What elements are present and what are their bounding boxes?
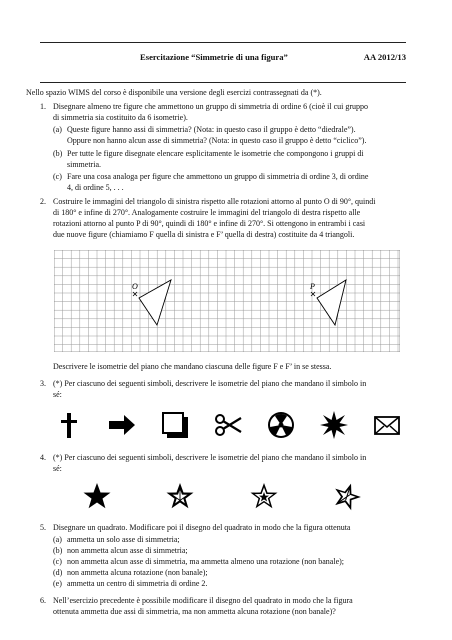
exercise-number: 4. xyxy=(40,453,46,462)
exercise-line: Disegnare almeno tre figure che ammettono un gruppo di simmetria di ordine 6 (cioè il cui gruppo xyxy=(53,102,369,111)
top-rule xyxy=(40,42,406,43)
envelope-icon xyxy=(372,410,402,440)
shadow-box-icon xyxy=(160,410,190,440)
subitem-label: (d) xyxy=(53,568,63,577)
subitem-line: Fare una cosa analoga per figure che ammettono un gruppo di simmetria di ordine 3, di ordine xyxy=(67,172,369,181)
subitem-label: (e) xyxy=(53,579,62,588)
subitem-line: ammetta un solo asse di simmetria; xyxy=(67,535,180,544)
exercise-3-symbols xyxy=(54,410,402,440)
academic-year: AA 2012/13 xyxy=(363,52,406,62)
subitem-line: simmetria. xyxy=(67,160,101,169)
exercise-2-question: Descrivere le isometrie del piano che mandano ciascuna delle figure F e F’ in se stessa. xyxy=(53,362,332,371)
header-rule xyxy=(40,82,406,83)
exercise-number: 1. xyxy=(40,102,46,111)
exercise-line: (*) Per ciascuno dei seguenti simboli, descrivere le isometrie del piano che mandano il simbolo in xyxy=(53,379,367,388)
subitem-label: (a) xyxy=(53,535,62,544)
exercise-line: rotazioni attorno al punto P di 90°, quindi di 180° e infine di 270°. Si ottengono in entrambi i casi xyxy=(53,219,366,228)
outlined-star-icon xyxy=(165,481,195,511)
exercise-line: ottenuta ammetta due assi di simmetria, ma non ammetta alcuna rotazione (non banale)? xyxy=(53,607,336,616)
exercise-5-subitem-c xyxy=(53,556,403,567)
cross-icon xyxy=(54,410,84,440)
exercise-line: sé: xyxy=(53,390,62,399)
subitem-label: (c) xyxy=(53,557,62,566)
subitem-line: non ammetta alcun asse di simmetria, ma ammetta almeno una rotazione (non banale); xyxy=(67,557,345,566)
tilted-star-icon xyxy=(332,481,362,511)
document-title: Esercitazione “Simmetrie di una figura” xyxy=(140,52,288,62)
star-burst-icon xyxy=(319,410,349,440)
exercise-5-subitem-d xyxy=(53,567,403,578)
grid-lines xyxy=(54,250,400,352)
arrow-right-icon xyxy=(107,410,137,440)
exercise-line: due nuove figure (chiamiamo F quella di sinistra e F’ quella di destra) costituite da 4 triangoli. xyxy=(53,230,355,239)
point-o-label: O xyxy=(132,282,138,291)
subitem-line: Per tutte le figure disegnate elencare esplicitamente le isometrie che compongono i gruppi di xyxy=(67,149,364,158)
filled-star-icon xyxy=(82,481,112,511)
double-star-icon xyxy=(249,481,279,511)
exercise-number: 2. xyxy=(40,197,46,206)
subitem-label: (b) xyxy=(53,546,63,555)
subitem-line: non ammetta alcun asse di simmetria; xyxy=(67,546,188,555)
intro-text: Nello spazio WIMS del corso è disponibile una versione degli esercizi contrassegnati da (*). xyxy=(26,88,322,97)
subitem-label: (b) xyxy=(53,149,63,158)
exercise-5-subitem-b xyxy=(53,545,403,556)
exercise-5-subitem-e xyxy=(53,578,403,589)
right-triangle xyxy=(317,280,346,325)
subitem-line: Queste figure hanno assi di simmetria? (Nota: in questo caso il gruppo è detto “diedrale”). xyxy=(67,125,356,134)
exercise-line: Nell’esercizio precedente è possibile modificare il disegno del quadrato in modo che la figura xyxy=(53,596,353,605)
left-triangle xyxy=(139,280,171,325)
point-p-marker xyxy=(311,292,315,296)
subitem-label: (a) xyxy=(53,125,62,134)
exercise-5-subitem-a xyxy=(53,534,403,545)
exercise-number: 3. xyxy=(40,379,46,388)
scissors-icon xyxy=(213,410,243,440)
subitem-line: 4, di ordine 5, . . . xyxy=(67,183,124,192)
exercise-line: (*) Per ciascuno dei seguenti simboli, descrivere le isometrie del piano che mandano il simbolo in xyxy=(53,453,367,462)
point-p-label: P xyxy=(310,282,315,291)
subitem-label: (c) xyxy=(53,172,62,181)
rotation-grid-figure xyxy=(54,250,400,352)
subitem-line: ammetta un centro di simmetria di ordine 2. xyxy=(67,579,208,588)
subitem-line: Oppure non hanno alcun asse di simmetria? (Nota: in questo caso il gruppo è detto “ciclico”). xyxy=(67,136,367,145)
exercise-line: di 180° e infine di 270°. Analogamente costruire le immagini del triangolo di destra rispetto alle xyxy=(53,208,361,217)
exercise-line: Disegnare un quadrato. Modificare poi il disegno del quadrato in modo che la figura ottenuta xyxy=(53,523,351,532)
exercise-line: Costruire le immagini del triangolo di sinistra rispetto alle rotazioni attorno al punto O di 90°, quindi xyxy=(53,197,376,206)
exercise-line: sé: xyxy=(53,464,62,473)
exercise-number: 6. xyxy=(40,596,46,605)
radiation-icon xyxy=(266,410,296,440)
exercise-4-symbols xyxy=(82,481,362,511)
exercise-number: 5. xyxy=(40,523,46,532)
point-o-marker xyxy=(133,292,137,296)
exercise-line: di simmetria sia costituito da 6 isometrie). xyxy=(53,113,188,122)
subitem-line: non ammetta alcuna rotazione (non banale); xyxy=(67,568,208,577)
